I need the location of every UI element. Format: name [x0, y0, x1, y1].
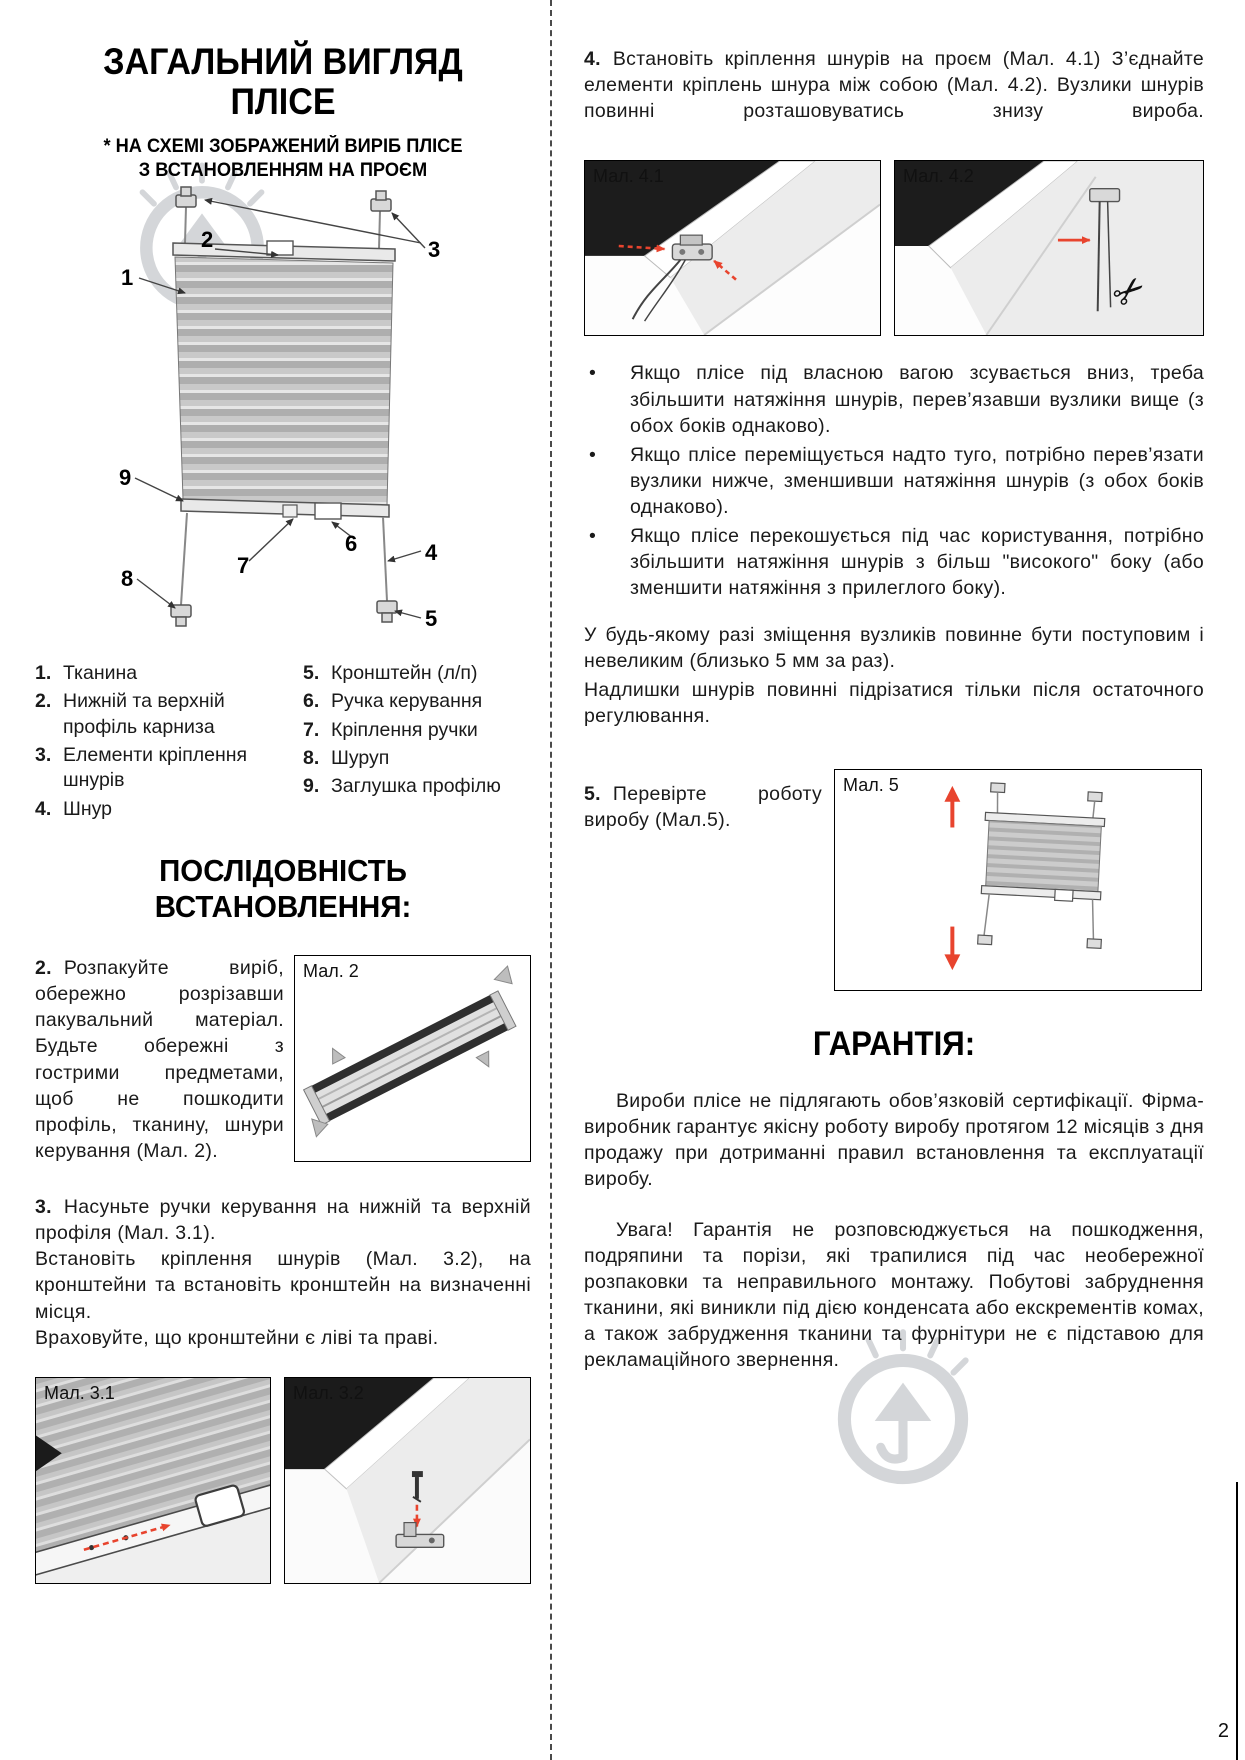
figure-3-2-label: Мал. 3.2	[293, 1382, 364, 1403]
legend-item-number: 7.	[303, 718, 320, 741]
legend-item	[35, 689, 303, 740]
callout-2: 2	[201, 227, 214, 253]
warranty-title-text: ГАРАНТІЯ:	[812, 1025, 976, 1063]
legend-item-label: Шуруп	[331, 747, 390, 770]
callout-5: 5	[425, 606, 438, 632]
page-subtitle	[35, 135, 531, 183]
bullet-text: Якщо плісе переміщується надто туго, потрібно перев’язати вузлики нижче, зменшивши натяжіння шнурів (з обох боків однаково).	[630, 443, 1204, 518]
legend-item-number: 1.	[35, 662, 52, 685]
figure-3-1-image	[36, 1378, 270, 1583]
step-5-number: 5.	[584, 783, 601, 805]
step-2-number: 2.	[35, 957, 52, 980]
page-number: 2	[1217, 1720, 1229, 1742]
cord-bracket	[1090, 189, 1120, 202]
step-2-paragraph	[35, 955, 284, 1164]
bullet-icon: •	[589, 362, 597, 385]
step-3-paragraph	[35, 1194, 531, 1351]
handle-clip	[283, 505, 297, 517]
top-rail-handle	[267, 241, 293, 255]
callout-1: 1	[121, 265, 134, 291]
note-paragraph: Надлишки шнурів повинні підрізатися тільки після остаточного регулювання.	[584, 678, 1204, 727]
legend-item	[303, 689, 531, 714]
control-handle	[315, 503, 341, 519]
adjustment-notes	[584, 622, 1204, 730]
bullet-text: Якщо плісе під власною вагою зсувається вниз, треба збільшити натяжіння шнурів, перев’язавши вузлики вище (з обох боків однаково).	[630, 362, 1204, 437]
callout-9: 9	[119, 465, 132, 491]
step-4-paragraph	[584, 46, 1204, 124]
legend-item-label: Шнур	[63, 797, 113, 820]
figure-4-2-label: Мал. 4.2	[903, 166, 974, 187]
bottom-brackets	[171, 601, 397, 626]
figure-4-1-image	[585, 161, 880, 335]
step-5-paragraph	[584, 781, 822, 991]
figure-3-2-image	[285, 1378, 530, 1583]
figure-3-1	[35, 1377, 271, 1584]
warranty-title	[584, 1025, 1204, 1064]
legend-column-1	[35, 661, 303, 825]
figure-2-image	[295, 956, 530, 1161]
figure-4-1	[584, 160, 881, 336]
bullet-icon: •	[589, 443, 597, 466]
diagram-legend	[35, 661, 531, 825]
column-divider	[550, 0, 552, 1760]
left-column	[35, 42, 531, 1584]
figure-2-label: Мал. 2	[303, 961, 359, 982]
legend-item-label: Елементи кріплення шнурів	[63, 744, 248, 792]
legend-item-number: 6.	[303, 690, 320, 713]
bullet-text: Якщо плісе перекошується під час користування, потрібно збільшити натяжіння шнурів з більш "високого" боку (або зменшити натяжіння з прилеглого боку).	[630, 525, 1204, 600]
step-3-text-1: Насуньте ручки керування на нижній та верхній профіля (Мал. 3.1).	[35, 1196, 531, 1245]
step-3-number: 3.	[35, 1196, 52, 1219]
step-4-text: Встановіть кріплення шнурів на проєм (Мал. 4.1) З’єднайте елементи кріплень шнура між собою (Мал. 4.2). Вузлики шнурів повинні розташовуватись знизу вироба.	[584, 48, 1204, 123]
legend-item-number: 9.	[303, 775, 320, 798]
legend-item	[303, 746, 531, 771]
warranty-paragraph-2: Увага! Гарантія не розповсюджується на пошкодження, подряпини та порізи, які трапилися під час необережної розпаковки та неправильного монтажу. Побутові забруднення тканини, які виникли під дією конденсата або екскрементів комах, а також забрудження тканини та фурнітури не є підставою для рекламаційного звернення.	[584, 1218, 1204, 1372]
callout-4: 4	[425, 540, 438, 566]
list-item	[584, 523, 1204, 601]
installation-sequence-title	[35, 853, 531, 925]
installation-sequence-title-text: ПОСЛІДОВНІСТЬ ВСТАНОВЛЕННЯ:	[154, 853, 412, 925]
page-edge-rule	[1236, 1482, 1238, 1760]
legend-item-label: Нижній та верхній профіль карниза	[63, 690, 225, 738]
bullet-icon: •	[589, 525, 597, 548]
figures-3-row	[35, 1377, 531, 1584]
legend-item-number: 4.	[35, 797, 52, 820]
legend-item-number: 2.	[35, 690, 52, 713]
page-title-line-2: ПЛІСЕ	[230, 80, 336, 122]
figure-3-2	[284, 1377, 531, 1584]
legend-item-label: Ручка керування	[331, 690, 483, 713]
step-2-block	[35, 955, 531, 1164]
step-3-line-1	[35, 1194, 531, 1246]
figure-4-2-image	[895, 161, 1203, 335]
figures-4-row	[584, 160, 1204, 336]
warranty-paragraph-1: Вироби плісе не підлягають обов’язковій сертифікації. Фірма-виробник гарантує якісну роботу виробу протягом 12 місяців з дня продажу при дотриманні правил встановлення та експлуатації виробу.	[584, 1090, 1204, 1191]
figure-4-2	[894, 160, 1204, 336]
callout-3: 3	[428, 237, 441, 263]
legend-item	[303, 661, 531, 686]
pleated-fabric	[175, 257, 393, 505]
page-title	[35, 42, 531, 121]
callout-7: 7	[237, 553, 250, 579]
page-subtitle-line-1: * НА СХЕМІ ЗОБРАЖЕНИЙ ВИРІБ ПЛІСЕ	[103, 136, 463, 158]
legend-item-number: 5.	[303, 662, 320, 685]
step-4-number: 4.	[584, 48, 601, 70]
figure-3-1-label: Мал. 3.1	[44, 1382, 115, 1403]
step-3-line-3: Враховуйте, що кронштейни є ліві та праві.	[35, 1326, 439, 1349]
pleated-blind-diagram	[35, 185, 531, 653]
callout-6: 6	[345, 531, 358, 557]
legend-item-number: 3.	[35, 744, 52, 767]
step-2-text: Розпакуйте виріб, обережно розрізавши пакувальний матеріал. Будьте обережні з гострими предметами, щоб не пошкодити профіль, тканину, шнури керування (Мал. 2).	[35, 957, 284, 1162]
legend-item	[35, 661, 303, 686]
figure-5-image	[835, 770, 1201, 990]
legend-item-label: Кріплення ручки	[331, 718, 478, 741]
cord-fastening-brackets	[176, 187, 391, 211]
legend-item-number: 8.	[303, 747, 320, 770]
step-5-block	[584, 769, 1204, 991]
legend-item	[303, 718, 531, 743]
figure-5	[834, 769, 1202, 991]
figure-2	[294, 955, 531, 1162]
adjustment-tips-list	[584, 360, 1204, 601]
figure-4-1-label: Мал. 4.1	[593, 166, 664, 187]
legend-item	[35, 797, 303, 822]
list-item	[584, 442, 1204, 520]
list-item	[584, 360, 1204, 438]
callout-8: 8	[121, 566, 134, 592]
legend-item	[303, 774, 531, 799]
note-paragraph: У будь-якому разі зміщення вузликів повинне бути поступовим і невеликим (близько 5 мм за раз).	[584, 623, 1204, 672]
legend-item	[35, 743, 303, 794]
legend-item-label: Тканина	[63, 662, 138, 685]
page-title-line-1: ЗАГАЛЬНИЙ ВИГЛЯД	[103, 41, 463, 82]
figure-5-label: Мал. 5	[843, 775, 899, 795]
step-5-text: Перевірте роботу виробу (Мал.5).	[584, 783, 822, 832]
legend-item-label: Кронштейн (л/п)	[331, 662, 478, 685]
step-3-line-2: Встановіть кріплення шнурів (Мал. 3.2), на кронштейни та встановіть кронштейн на визначенні місця.	[35, 1248, 531, 1323]
right-column	[584, 46, 1204, 1373]
legend-column-2	[303, 661, 531, 825]
scissors-icon: ✂	[1103, 265, 1155, 318]
legend-item-label: Заглушка профілю	[331, 775, 501, 798]
page-subtitle-line-2: З ВСТАНОВЛЕННЯМ НА ПРОЄМ	[138, 160, 428, 182]
